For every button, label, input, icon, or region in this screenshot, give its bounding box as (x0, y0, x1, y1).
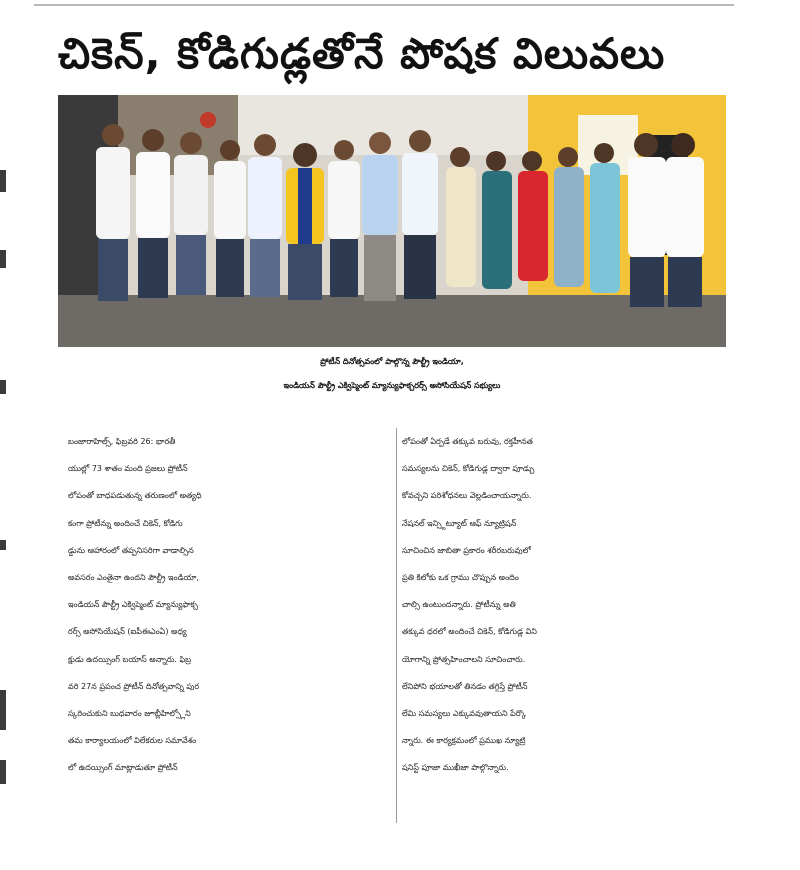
body-line: సూచించిన జాబితా ప్రకారం శరీరబరువులో (402, 545, 531, 555)
body-line: తక్కువ ధరలో అందించే చికెన్, కోడిగుడ్ల విని (402, 627, 537, 637)
body-line: లో ఉదయ్సింగ్ మాట్లాడుతూ ప్రోటీన్ (68, 763, 178, 773)
body-line: డ్డును ఆహారంలో తప్పనిసరిగా వాడాల్సిన (68, 545, 194, 555)
body-line: యుల్లో 73 శాతం మంది ప్రజలు ప్రోటీన్ (68, 464, 188, 474)
adjacent-column-edge (0, 0, 8, 870)
body-line: లోపంతో బాధపడుతున్న తరుణంలో అత్యధి (68, 491, 202, 501)
body-line: కోవచ్చని పరిశోధనలు వెల్లడించాయన్నారు. (402, 491, 532, 501)
body-line: వరి 27న ప్రపంచ ప్రోటీన్ దినోత్సవాన్ని పుర (68, 681, 200, 691)
article-body-right-column (402, 428, 732, 782)
body-line: తమ కార్యాలయంలో విలేకరుల సమావేశం (68, 736, 197, 746)
body-line: లేమి సమస్యలు ఎక్కువవుతాయని పేర్కొ (402, 709, 527, 719)
group-photo (58, 95, 726, 347)
article-body-left-column (68, 428, 398, 782)
body-line: స్కరించుకుని బుధవారం జూబ్లీహిల్స్లోని (68, 709, 191, 719)
body-line: నేషనల్ ఇన్స్టిట్యూట్ ఆఫ్ న్యూట్రిషన్ (402, 518, 517, 528)
body-line: కంగా ప్రోటీన్ను అందించే చికెన్, కోడిగు (68, 518, 183, 528)
body-line: చాల్సి ఉంటుందన్నారు. ప్రోటీన్ను అతి (402, 600, 516, 610)
headline: చికెన్, కోడిగుడ్లతోనే పోషక విలువలు (58, 29, 666, 78)
body-line: అవసరం ఎంతైనా ఉందని పౌల్ట్రీ ఇండియా, (68, 573, 199, 583)
body-line: యోగాన్ని ప్రోత్సహించాలని సూచించారు. (402, 654, 526, 664)
caption-line: ఇండియన్ పౌల్ట్రీ ఎక్విప్మెంట్ మ్యాన్యుఫాక్చరర్స్ అసోసియేషన్ సభ్యులు (283, 381, 501, 390)
column-divider (396, 428, 397, 823)
body-line: బంజారాహిల్స్, ఫిబ్రవరి 26: భారతీ (68, 437, 176, 446)
body-line: షనిస్ట్ పూజా ముఖీజా పాల్గొన్నారు. (402, 763, 509, 773)
body-line: క్షుడు ఉదయ్సింగ్ బయాస్ అన్నారు. ఫిబ్ర (68, 654, 192, 664)
body-line: ప్రతి కిలోకు ఒక గ్రాము చొప్పున అందిం (402, 573, 519, 583)
body-line: న్నారు. ఈ కార్యక్రమంలో ప్రముఖ న్యూట్రి (402, 736, 526, 746)
body-line: సమస్యలను చికెన్, కోడిగుడ్ల ద్వారా పూడ్చు (402, 464, 535, 474)
body-line: లేనిపోని భయాలతో తినడం తగ్గిస్తే ప్రోటీన్ (402, 681, 528, 691)
top-rule (34, 4, 734, 6)
photo-caption (58, 350, 726, 398)
body-line: లోపంతో ఏర్పడే తక్కువ బరువు, రక్తహీనత (402, 437, 533, 446)
body-line: రర్స్ అసోసియేషన్ (ఐపీఈఎంఏ) అధ్య (68, 627, 187, 637)
body-line: ఇండియన్ పౌల్ట్రీ ఎక్విప్మెంట్ మ్యాన్యుఫాక్చ (68, 600, 198, 610)
caption-line: ప్రోటీన్ దినోత్సవంలో పాల్గొన్న పౌల్ట్రీ ఇండియా, (320, 357, 464, 366)
